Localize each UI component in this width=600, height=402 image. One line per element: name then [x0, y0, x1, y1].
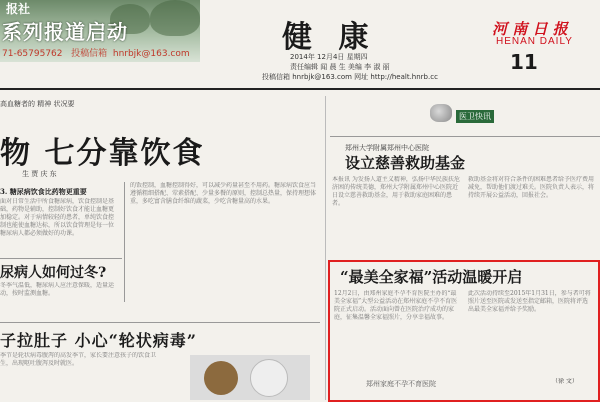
paper-english-name: HENAN DAILY [496, 36, 573, 47]
news-body-right: 救助基金将对符合条件的困难患者给予医疗费用减免，帮助他们渡过难关。医院负责人表示，将持续开展公益活动，回报社会。 [468, 176, 595, 199]
feature-headline: “最美全家福”活动温暖开启 [340, 268, 523, 286]
column-divider [325, 96, 326, 400]
section-tag: 报社 [6, 2, 31, 16]
hotline: 71-65795762 [2, 49, 63, 59]
page-number: 11 [510, 50, 538, 74]
lead-subhead: 3. 糖尿病饮食比药物更重要 [0, 188, 87, 196]
submit-label: 投稿信箱 [71, 49, 108, 59]
feature-closing: 郑州家庭不孕不育医院 [366, 380, 436, 388]
bottom-story-body: 季节是轮状病毒腹泻的高发季节，家长要注意孩子的饮食卫生，出现呕吐腹泻及时就医。 [0, 352, 157, 367]
sub-story-body: 冬季气温低，糖尿病人应注意保暖，适量运动，按时监测血糖。 [0, 282, 115, 297]
white-teddy-bear [250, 359, 288, 397]
lead-byline: 生 贾 庆 东 [22, 170, 57, 178]
news-department: 郑州大学附属郑州中心医院 [345, 144, 429, 152]
lead-intro: 高血糖者的 精神 状况要 [0, 100, 75, 108]
bottom-story-headline: 子拉肚子 小心“轮状病毒” [0, 331, 197, 350]
page-title: 健 康 [282, 20, 377, 55]
teddy-bear-photo [190, 355, 310, 400]
paper-logo: 河 南 日 报 [492, 20, 568, 38]
section-divider [0, 258, 122, 259]
lead-headline: 物 七分靠饮食 [0, 136, 205, 171]
lead-body-left: 面对日常生活中所食糖尿病，饮食控制是基础，药物是辅助，控制好饮食才能让血糖更加稳定。对于病情较轻的患者，单纯饮食控制也能使血糖达标，所以饮食管理是每一位糖尿病人都必须做好的功课。 [0, 198, 115, 237]
tree-decoration [150, 0, 200, 36]
feature-body-right: 此次活动持续至2015年1月31日，参与者可将照片送至医院或发送至指定邮箱，医院将评选出最美全家福并给予奖励。 [468, 290, 591, 313]
news-badge: 医卫快讯 [456, 110, 494, 123]
news-photo [430, 104, 452, 122]
masthead-rule [0, 88, 600, 90]
sub-story-headline: 尿病人如何过冬? [0, 265, 107, 281]
news-headline: 设立慈善救助基金 [345, 154, 466, 172]
news-body-left: 本报讯 为发扬人道主义精神，弘扬中华民族扶危济困的传统美德，郑州大学附属郑州中心医院近日设立慈善救助基金，用于救助家庭困难的患者。 [332, 176, 460, 207]
contact-email[interactable]: hnrbjk@163.com [112, 49, 190, 59]
contact-line [2, 46, 202, 59]
brown-teddy-bear [204, 361, 238, 395]
feature-body-left: 12月2日，由郑州家庭不孕不育医院主办的“最美全家福”大型公益活动在郑州家庭不孕不育医院正式启动。活动面向曾在医院治疗成功的家庭，征集温馨全家福照片，分享幸福故事。 [334, 290, 458, 321]
date-line: 2014年 12月4日 星期四 [290, 53, 368, 61]
series-banner-title: 系列报道启动 [2, 20, 128, 44]
section-divider [0, 322, 320, 323]
section-divider [330, 136, 600, 137]
feature-credit: （徐 文） [552, 378, 578, 385]
editor-line: 责任编辑 闻 晨 生 美编 李 淑 丽 [290, 63, 390, 71]
submit-line: 投稿信箱 hnrbjk@163.com 网址 http://healt.hnrb.cc [262, 73, 438, 81]
lead-body-mid: 的饭控制，血糖控制得好，可以减少药量甚至不用药。糖尿病饮食应当遵循粗细搭配、荤素搭配、少量多餐的原则，控制总热量，保持理想体重，多吃富含膳食纤维的蔬菜，少吃含糖量高的水果。 [130, 182, 317, 205]
column-divider [124, 182, 125, 302]
